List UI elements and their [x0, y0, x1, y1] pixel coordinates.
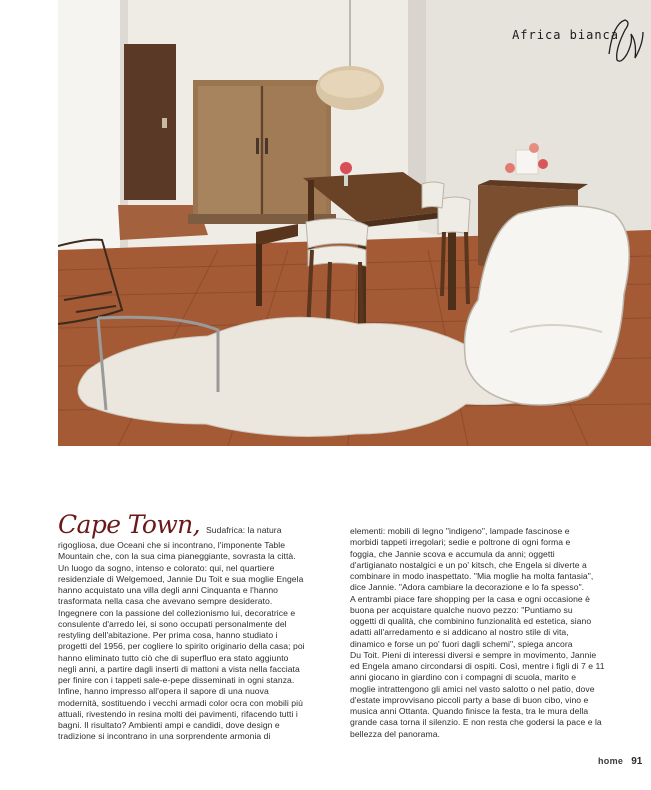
magazine-name: home: [598, 756, 624, 766]
body-line: anni giocano in giardino con i compagni di scuola, marito e: [350, 672, 577, 683]
body-line: d'artigianato nostalgici e un po' kitsch, che Engela si diverte a: [350, 559, 587, 570]
body-line: Un luogo da sogno, intenso e colorato: qui, nel quartiere: [58, 562, 275, 573]
body-line: elementi: mobili di legno "indigeno", lampade fascinose e: [350, 526, 570, 536]
body-line: progetti del 1956, per cogliere lo spirito originario della casa; poi: [58, 641, 305, 652]
page-folio: [598, 756, 642, 767]
body-line: per finire con i tappeti sale-e-pepe disseminati in ogni stanza.: [58, 675, 295, 685]
body-line: d'estate improvvisano piccoli party a base di buon cibo, vino e: [350, 694, 589, 705]
body-line: moglie intrattengono gli amici nel vasto salotto o nel patio, dove: [350, 683, 595, 694]
body-line: rigogliosa, due Oceani che si incontrano, l'imponente Table: [58, 540, 286, 550]
lead-line: [58, 512, 330, 540]
dining-room-illustration: [58, 0, 651, 446]
body-line: negli anni, a partire dagli inserti di mattoni a vista nella facciata: [58, 663, 300, 674]
body-line: residenziale di Welgemoed, Jannie Du Toit e sua moglie Engela: [58, 573, 304, 584]
body-line: tradizione si incontrano in una sorprendente armonia di: [58, 731, 271, 742]
body-line: bagni. Il risultato? Ambienti ampi e candidi, dove design e: [58, 720, 280, 730]
body-line: dinamico e forse un po' fuori dagli schemi", spiega ancora: [350, 638, 573, 649]
body-line: musica anni Ottanta. Quando finisce la festa, tra le mura della: [350, 706, 589, 716]
body-line: trasformata nella casa che avevano sempre desiderato.: [58, 596, 273, 607]
body-line: restyling dell'abitazione. Per prima cosa, hanno studiato i: [58, 630, 278, 640]
signature-graphic: [603, 10, 645, 70]
body-line: A entrambi piace fare shopping per la casa e ogni occasione è: [350, 593, 591, 604]
body-line: Infine, hanno impresso all'opera il sapore di una nuova: [58, 686, 269, 697]
lead-title: Cape Town,: [58, 510, 201, 539]
page-number: 91: [631, 756, 643, 767]
body-line: Ingegnere con la passione del collezionismo lui, decoratrice e: [58, 607, 296, 618]
body-line: Mountain che, con la sua cima pianeggiante, sovrasta la città.: [58, 551, 296, 562]
article-column-right: [350, 526, 626, 740]
body-line: foggia, che Jannie scova e accumula da anni; oggetti: [350, 548, 555, 559]
body-line: ed Engela amano circondarsi di ospiti. Così, mentre i figli di 7 e 11: [350, 661, 605, 671]
body-line: adatti all'arredamento e si addicano al nostro stile di vita,: [350, 627, 569, 638]
body-line: consulente d'arredo lei, si sono occupati personalmente del: [58, 618, 287, 629]
body-line: grande casa torna il silenzio. E non resta che godersi la pace e la: [350, 717, 602, 728]
body-line: hanno acquistato una villa degli anni Cinquanta e l'hanno: [58, 585, 278, 595]
body-line: attuali, rivestendo in resina molti dei pavimenti, rifacendo tutti i: [58, 708, 298, 719]
body-line: morbidi tappeti irregolari; sedie e poltrone di ogni forma e: [350, 537, 571, 548]
article-column-left: [58, 512, 330, 743]
section-label: Africa bianca: [512, 28, 619, 42]
lead-text: Sudafrica: la natura: [206, 525, 282, 535]
interior-photo: [58, 0, 651, 446]
body-line: buona per acquistare qualche nuovo pezzo: "Puntiamo su: [350, 604, 573, 615]
body-line: Du Toit. Pieni di interessi diversi e sempre in movimento, Jannie: [350, 649, 597, 660]
body-line: dice Jannie. "Adora cambiare la decorazione e lo fa spesso".: [350, 582, 585, 593]
body-line: modernità, sostituendo i vecchi armadi color ocra con mobili più: [58, 697, 303, 708]
body-line: hanno eliminato tutto ciò che di superfluo era stato aggiunto: [58, 652, 289, 663]
body-line: bellezza del panorama.: [350, 728, 440, 739]
body-line: combinare in modo inaspettato. "Mia moglie ha molta fantasia",: [350, 571, 594, 581]
body-line: oggetti di qualità, che combinino funzionalità ed estetica, siano: [350, 616, 592, 626]
